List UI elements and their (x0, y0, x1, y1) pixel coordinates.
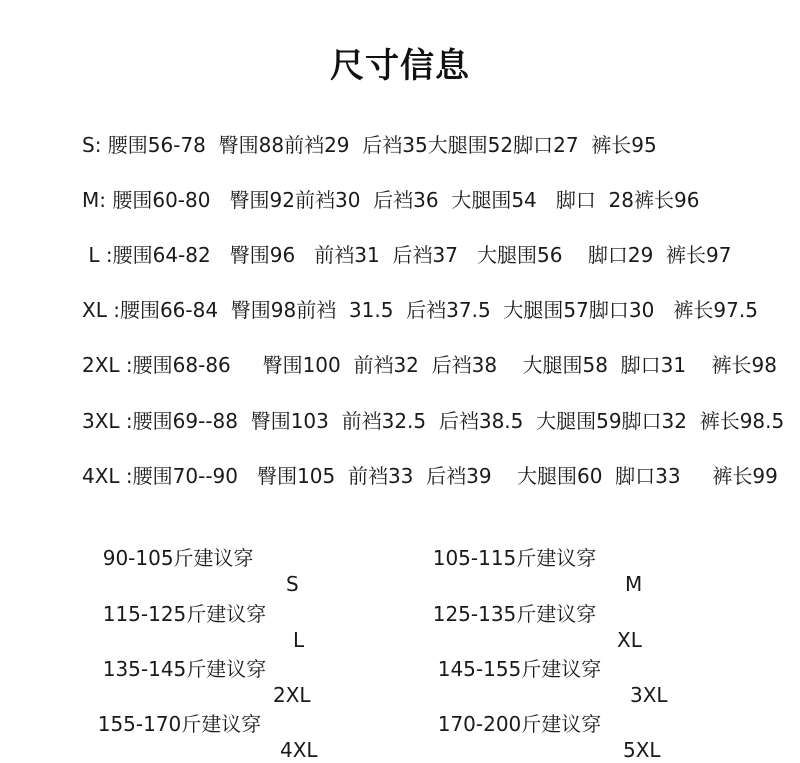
recommended-size: S (286, 572, 299, 596)
size-spec-row-s: S: 腰围56-78 臀围88前裆29 后裆35大腿围52脚口27 裤长95 (82, 133, 657, 157)
weight-range: 145-155斤建议穿 (437, 657, 602, 681)
recommended-size: L (293, 628, 305, 652)
size-spec-row-2xl: 2XL :腰围68-86 臀围100 前裆32 后裆38 大腿围58 脚口31 裤长98 (82, 353, 777, 377)
page-title: 尺寸信息 (330, 46, 470, 86)
recommended-size: XL (617, 628, 642, 652)
weight-range: 90-105斤建议穿 (102, 546, 254, 570)
recommended-size: 2XL (273, 683, 311, 707)
recommended-size: 3XL (630, 683, 668, 707)
size-spec-row-m: M: 腰围60-80 臀围92前裆30 后裆36 大腿围54 脚口 28裤长96 (82, 188, 700, 212)
size-spec-row-4xl: 4XL :腰围70--90 臀围105 前裆33 后裆39 大腿围60 脚口33 裤长99 (82, 464, 778, 488)
weight-range: 170-200斤建议穿 (437, 712, 602, 736)
weight-range: 105-115斤建议穿 (432, 546, 597, 570)
size-spec-row-3xl: 3XL :腰围69--88 臀围103 前裆32.5 后裆38.5 大腿围59脚口32 裤长98.5 (82, 409, 785, 433)
weight-range: 135-145斤建议穿 (102, 657, 267, 681)
recommended-size: 4XL (280, 738, 318, 762)
weight-range: 155-170斤建议穿 (97, 712, 262, 736)
size-spec-row-l: L :腰围64-82 臀围96 前裆31 后裆37 大腿围56 脚口29 裤长97 (82, 243, 732, 267)
recommended-size: 5XL (623, 738, 661, 762)
size-spec-row-xl: XL :腰围66-84 臀围98前裆 31.5 后裆37.5 大腿围57脚口30 裤长97.5 (82, 298, 758, 322)
weight-range: 115-125斤建议穿 (102, 602, 267, 626)
weight-range: 125-135斤建议穿 (432, 602, 597, 626)
recommended-size: M (625, 572, 643, 596)
